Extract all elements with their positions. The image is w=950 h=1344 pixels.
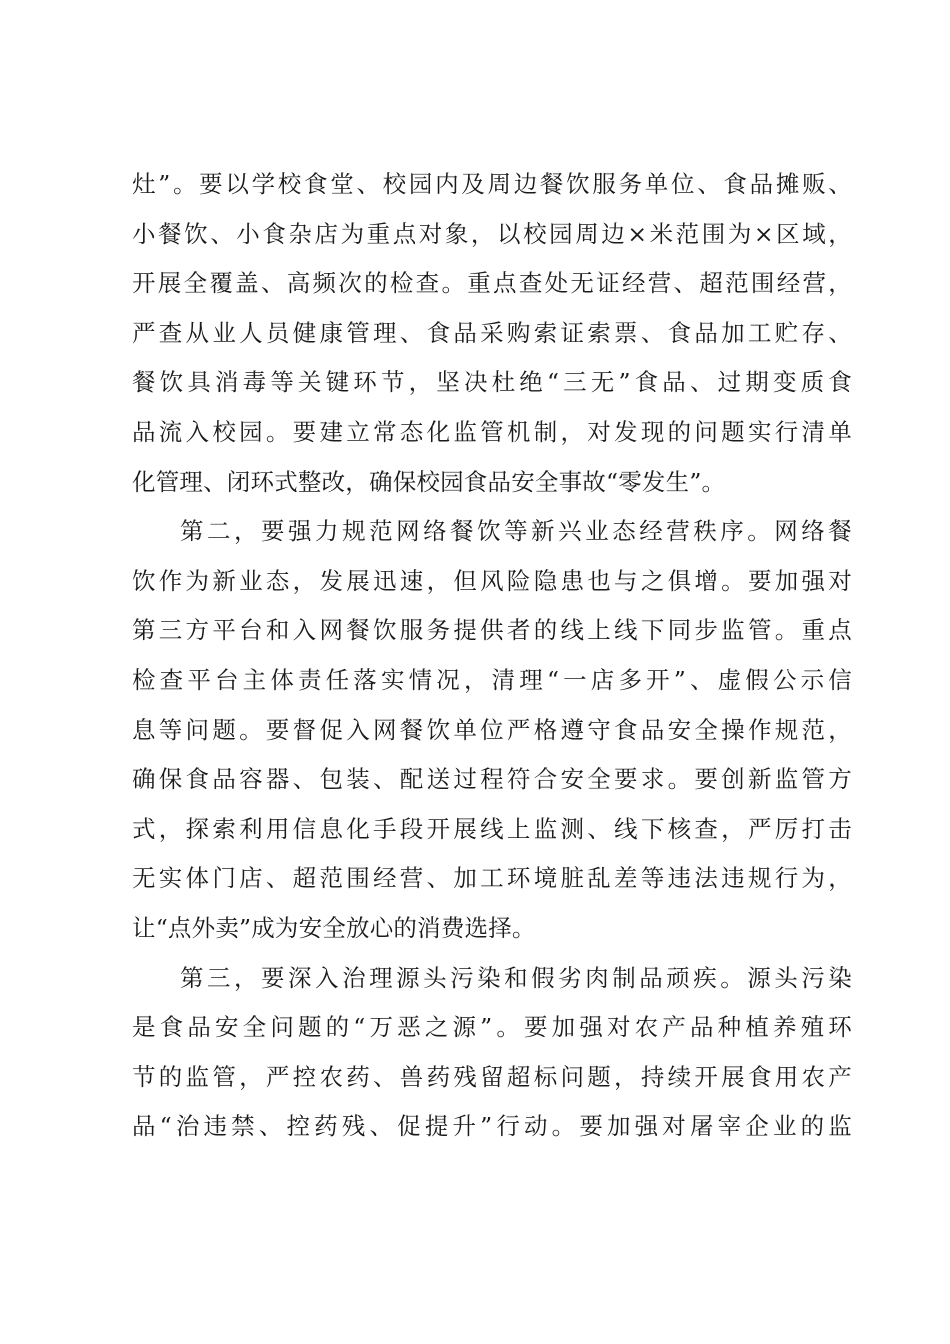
text-line: 小餐饮、小食杂店为重点对象，以校园周边×米范围为×区域， (132, 219, 852, 248)
text-line: 第三，要深入治理源头污染和假劣肉制品顽疾。源头污染 (180, 963, 852, 992)
text-line: 开展全覆盖、高频次的检查。重点查处无证经营、超范围经营， (132, 269, 852, 298)
text-line: 检查平台主体责任落实情况，清理“一店多开”、虚假公示信 (132, 665, 852, 694)
text-line: 节的监管，严控农药、兽药残留超标问题，持续开展食用农产 (132, 1062, 852, 1091)
text-line: 品流入校园。要建立常态化监管机制，对发现的问题实行清单 (132, 417, 852, 446)
text-line: 确保食品容器、包装、配送过程符合安全要求。要创新监管方 (132, 765, 852, 794)
text-line: 品“治违禁、控药残、促提升”行动。要加强对屠宰企业的监 (132, 1112, 852, 1141)
text-line: 息等问题。要督促入网餐饮单位严格遵守食品安全操作规范， (132, 715, 852, 744)
document-body (132, 160, 852, 1152)
text-line: 第二，要强力规范网络餐饮等新兴业态经营秩序。网络餐 (180, 517, 852, 546)
text-line: 无实体门店、超范围经营、加工环境脏乱差等违法违规行为， (132, 864, 852, 893)
text-line: 餐饮具消毒等关键环节，坚决杜绝“三无”食品、过期变质食 (132, 368, 852, 397)
text-line: 化管理、闭环式整改，确保校园食品安全事故“零发生”。 (132, 467, 726, 496)
text-line: 是食品安全问题的“万恶之源”。要加强对农产品种植养殖环 (132, 1013, 852, 1042)
text-line: 让“点外卖”成为安全放心的消费选择。 (132, 913, 536, 942)
text-line: 式，探索利用信息化手段开展线上监测、线下核查，严厉打击 (132, 814, 852, 843)
text-line: 第三方平台和入网餐饮服务提供者的线上线下同步监管。重点 (132, 616, 852, 645)
text-line: 严查从业人员健康管理、食品采购索证索票、食品加工贮存、 (132, 318, 852, 347)
text-line: 饮作为新业态，发展迅速，但风险隐患也与之俱增。要加强对 (132, 566, 852, 595)
text-line: 灶”。要以学校食堂、校园内及周边餐饮服务单位、食品摊贩、 (132, 170, 852, 198)
